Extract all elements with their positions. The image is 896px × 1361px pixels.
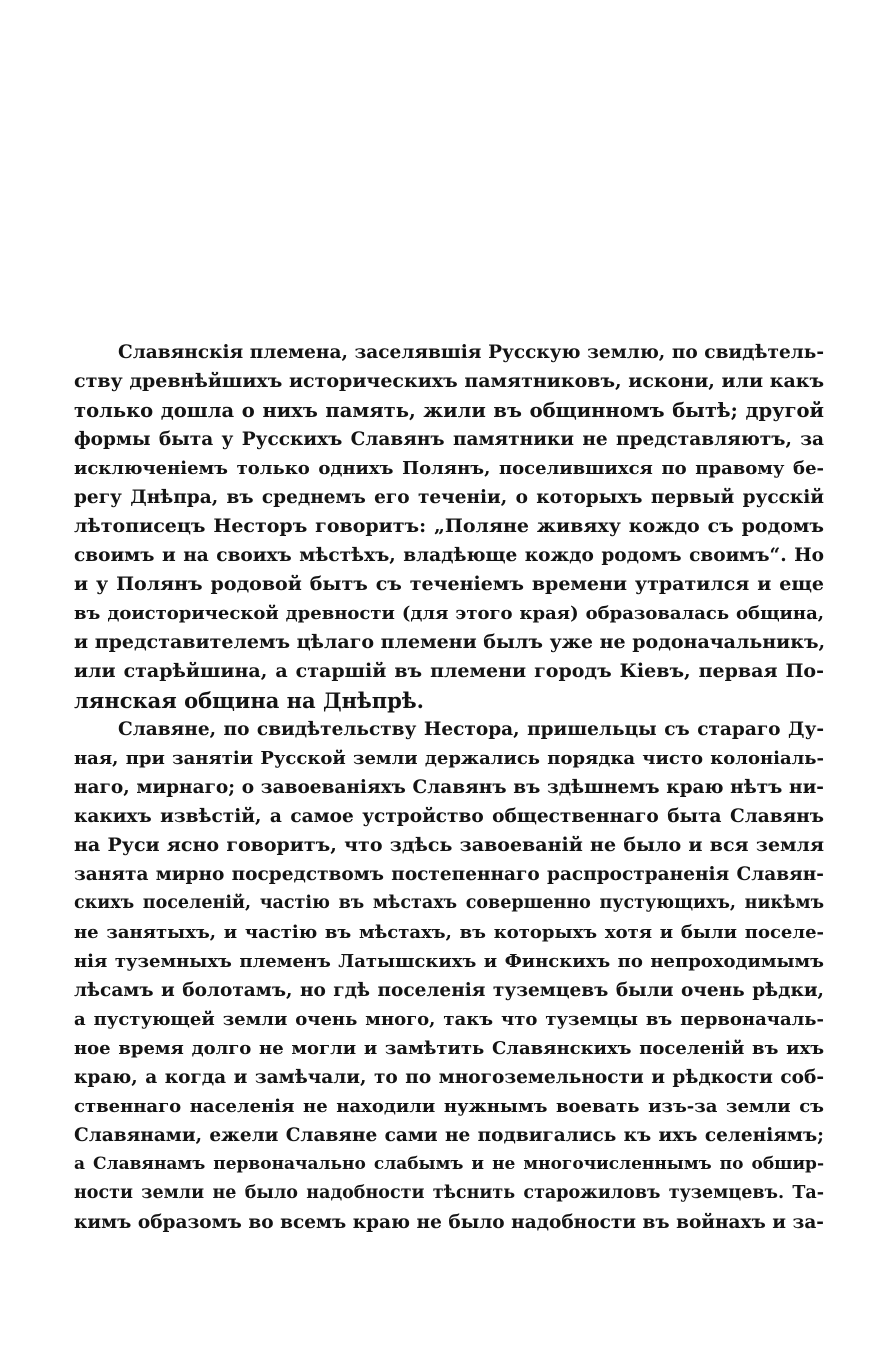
text-line: ству древнѣйшихъ историческихъ памятниковъ, искони, или какъ bbox=[74, 370, 825, 392]
text-line: а Славянамъ первоначально слабымъ и не многочисленнымъ по обшир- bbox=[74, 1154, 824, 1174]
paragraph-1 bbox=[74, 338, 824, 715]
text-line: ственнаго населенія не находили нужнымъ воевать изъ-за земли съ bbox=[74, 1096, 824, 1117]
text-line: въ доисторической древности (для этого края) образовалась община, bbox=[74, 603, 824, 624]
text-line: формы быта у Русскихъ Славянъ памятники не представляютъ, за bbox=[74, 429, 824, 450]
text-line: на Руси ясно говоритъ, что здѣсь завоеваній не было и вся земля bbox=[74, 834, 824, 856]
text-line: и представителемъ цѣлаго племени былъ уже не родоначальникъ, bbox=[74, 631, 826, 653]
text-line: исключеніемъ только однихъ Полянъ, поселившихся по правому бе- bbox=[74, 458, 824, 479]
text-line: какихъ извѣстій, а самое устройство общественнаго быта Славянъ bbox=[74, 806, 824, 827]
text-line: ное время долго не могли и замѣтить Славянскихъ поселеній въ ихъ bbox=[74, 1038, 824, 1059]
text-line: Славянскія племена, заселявшія Русскую землю, по свидѣтель- bbox=[118, 342, 824, 363]
text-line: только дошла о нихъ память, жили въ общинномъ бытѣ; другой bbox=[74, 399, 824, 422]
text-line: ности земли не было надобности тѣснить старожиловъ туземцевъ. Та- bbox=[74, 1183, 824, 1203]
text-line: занята мирно посредствомъ постепеннаго распространенія Славян- bbox=[74, 864, 824, 885]
text-line: регу Днѣпра, въ среднемъ его теченіи, о которыхъ первый русскій bbox=[74, 487, 824, 508]
text-line: краю, а когда и замѣчали, то по многоземельности и рѣдкости соб- bbox=[74, 1067, 824, 1088]
text-line: наго, мирнаго; о завоеваніяхъ Славянъ въ здѣшнемъ краю нѣтъ ни- bbox=[74, 777, 824, 798]
text-line: лянская община на Днѣпрѣ. bbox=[74, 688, 424, 713]
body-text bbox=[74, 338, 824, 1237]
text-line: не занятыхъ, и частію въ мѣстахъ, въ которыхъ хотя и были поселе- bbox=[74, 922, 824, 943]
text-line: или старѣйшина, а старшій въ племени городъ Кіевъ, первая По- bbox=[74, 660, 824, 682]
text-line: своимъ и на своихъ мѣстѣхъ, владѣюще кождо родомъ своимъ“. Но bbox=[74, 545, 824, 566]
text-line: Славяне, по свидѣтельству Нестора, пришельцы съ стараго Ду- bbox=[118, 719, 824, 740]
text-line: ная, при занятіи Русской земли держались порядка чисто колоніаль- bbox=[74, 748, 824, 769]
text-line: скихъ поселеній, частію въ мѣстахъ совершенно пустующихъ, никѣмъ bbox=[74, 893, 824, 913]
text-line: лѣсамъ и болотамъ, но гдѣ поселенія туземцевъ были очень рѣдки, bbox=[74, 980, 824, 1001]
text-line: а пустующей земли очень много, такъ что туземцы въ первоначаль- bbox=[74, 1009, 824, 1030]
text-line: кимъ образомъ во всемъ краю не было надобности въ войнахъ и за- bbox=[74, 1212, 824, 1233]
text-line: и у Полянъ родовой бытъ съ теченіемъ времени утратился и еще bbox=[74, 573, 824, 595]
text-line: лѣтописецъ Несторъ говоритъ: „Поляне живяху кождо съ родомъ bbox=[74, 515, 824, 537]
text-line: Славянами, ежели Славяне сами не подвигались къ ихъ селеніямъ; bbox=[74, 1125, 824, 1146]
text-line: нія туземныхъ племенъ Латышскихъ и Финскихъ по непроходимымъ bbox=[74, 951, 824, 972]
paragraph-2 bbox=[74, 715, 824, 1237]
